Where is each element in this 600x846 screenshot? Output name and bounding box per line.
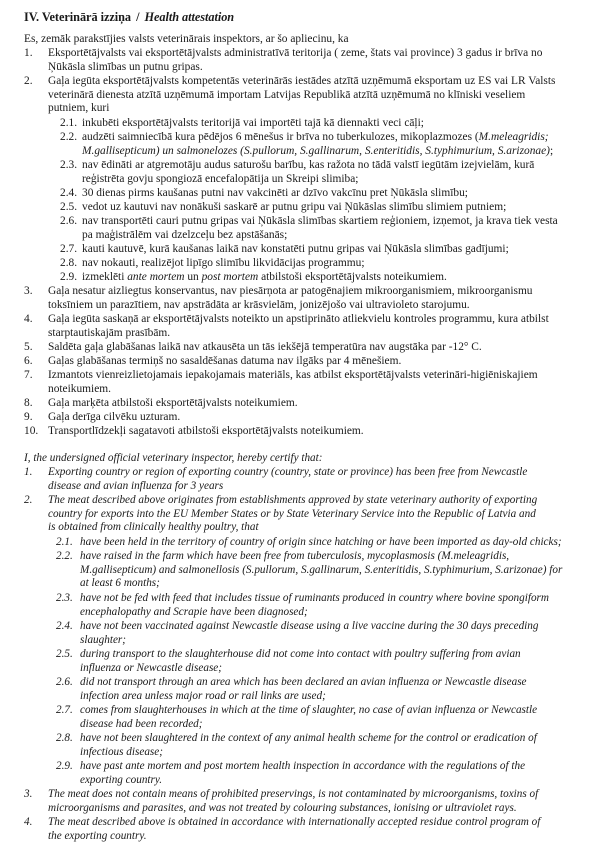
item-number: 10.: [24, 425, 39, 437]
item-number: 6.: [24, 355, 33, 367]
item-line: Ņūkāsla slimības un putnu gripas.: [48, 60, 203, 73]
title-section-number: IV.: [24, 10, 40, 24]
list-item: [24, 397, 580, 411]
title-separator: /: [136, 10, 140, 24]
item-line: at least 6 months;: [80, 577, 160, 590]
list-item: [24, 369, 580, 396]
list-item: [56, 536, 580, 550]
item-number: 2.4.: [60, 187, 78, 199]
list-item: [56, 732, 580, 759]
item-number: 2.2.: [60, 131, 78, 143]
item-line: veterinārā dienesta atzītā uzņēmumā importam Latvijas Republikā atzītā uzņēmumā no klīniski veseliem: [48, 88, 526, 101]
list-item: [56, 676, 580, 703]
list-item: [24, 411, 580, 425]
item-line: reģistrēta govju spongiozā encefalopātija un Skreipi slimiba;: [82, 172, 359, 185]
item-line: The meat does not contain means of prohibited preservings, is not contaminated by microorganisms, toxins of: [48, 788, 539, 800]
item-number: 1.: [24, 47, 33, 59]
item-number: 7.: [24, 369, 33, 381]
item-number: 2.: [24, 75, 33, 87]
item-line: Eksportētājvalsts vai eksportētājvalsts administratīvā teritorija ( zeme, štats vai province) 3 gadus ir brīva no: [48, 47, 543, 59]
item-number: 2.2.: [56, 550, 73, 562]
list-item: [56, 550, 580, 591]
item-line: Gaļas glabāšanas termiņš no sasaldēšanas datuma nav ilgāks par 4 mēnešiem.: [48, 355, 402, 367]
item-line: Gaļa nesatur aizliegtus konservantus, nav piesārņota ar patogēnajiem mikroorganismiem, mikroorganismu: [48, 285, 533, 297]
item-text-plain: audzēti saimniecībā kura pēdējos 6 mēnešus ir brīva no tuberkulozes, mikoplazmozes (: [82, 131, 479, 143]
item-line: country for exports into the EU Member States or by State Veterinary Service into the Republic of Latvia and: [48, 507, 536, 520]
item-line: encephalopathy and Scrapie have been diagnosed;: [80, 605, 308, 618]
item-number: 2.5.: [56, 648, 73, 660]
item-line: toksīniem un parazītiem, nav apstrādāta ar krāsvielām, jonizējošo vai ultravioleto starojumu.: [48, 298, 470, 311]
item-line: M.gallisepticum) and salmonellosis (S.pullorum, S.gallinarum, S.enteritidis, S.typhimurium, S.arizonae) for: [80, 563, 563, 576]
list-item: [60, 187, 580, 201]
item-line: Izmantots vienreizlietojamais iepakojamais materiāls, kas atbilst eksportētājvalsts veterināri-higiēniskajiem: [48, 369, 538, 381]
list-item: [60, 271, 580, 285]
item-line: putniem, kuri: [48, 102, 110, 115]
item-line: have past ante mortem and post mortem health inspection in accordance with the regulations of the: [80, 760, 526, 772]
item-number: 2.3.: [56, 592, 73, 604]
english-lead-text: I, the undersigned official veterinary inspector, hereby certify that:: [24, 452, 323, 464]
item-number: 4.: [24, 816, 33, 828]
item-line: comes from slaughterhouses in which at the time of slaughter, no case of avian influenza or Newcastle: [80, 704, 538, 716]
item-number: 2.3.: [60, 159, 78, 171]
item-number: 2.7.: [60, 243, 78, 255]
item-line: influenza or Newcastle disease;: [80, 661, 223, 674]
item-line: vedot uz kautuvi nav nonākuši saskarē ar putnu gripu vai Ņūkāslas slimību slimiem putniem;: [82, 201, 507, 213]
list-item: [56, 704, 580, 731]
item-line: have not be fed with feed that includes tissue of ruminants produced in country where bovine spongiform: [80, 592, 549, 604]
item-line: did not transport through an area which has been declared an avian influenza or Newcastle disease: [80, 676, 527, 688]
list-item: [60, 131, 580, 158]
item-line: pa maģistrālēm vai dzelzceļu bez apstāšanās;: [82, 228, 288, 241]
item-line: kauti kautuvē, kurā kaušanas laikā nav konstatēti putnu gripas vai Ņūkāsla slimības gadījumi;: [82, 243, 509, 255]
list-item: [24, 788, 580, 815]
list-item: [24, 285, 580, 312]
item-number: 5.: [24, 341, 33, 353]
page-title: [24, 10, 234, 25]
item-text-italic: ante mortem: [127, 271, 185, 283]
item-line: disease had been recorded;: [80, 717, 203, 730]
latvian-lead-text: Es, zemāk parakstījies valsts veterinārais inspektors, ar šo apliecinu, ka: [24, 33, 349, 45]
item-number: 2.6.: [60, 215, 78, 227]
item-number: 2.4.: [56, 620, 73, 632]
item-line: 30 dienas pirms kaušanas putni nav vakcinēti ar dzīvo vakcīnu pret Ņūkāsla slimību;: [82, 187, 468, 199]
item-number: 2.: [24, 494, 33, 506]
item-number: 2.8.: [60, 257, 78, 269]
list-item: [60, 117, 580, 131]
item-line: have not been vaccinated against Newcastle disease using a live vaccine during the 30 days preceding: [80, 620, 539, 632]
item-line: slaughter;: [80, 633, 126, 646]
item-line: inkubēti eksportētājvalsts teritorijā vai importēti tajā kā diennakti veci cāļi;: [82, 117, 424, 129]
item-number: 2.9.: [60, 271, 78, 283]
item-text-plain: ;: [549, 144, 554, 157]
item-number: 2.7.: [56, 704, 73, 716]
title-latvian: Veterinārā izziņa: [41, 10, 132, 24]
title-english: Health attestation: [144, 10, 235, 24]
item-line: Gaļa iegūta eksportētājvalsts kompetentās veterinārās iestādes atzītā uzņēmumā eksportam uz ES vai LR Valsts: [48, 75, 556, 87]
item-number: 9.: [24, 411, 33, 423]
item-line: microorganisms and parasites, and was not treated by colouring substances, ionising or ultraviolet rays.: [48, 801, 517, 814]
list-item: [24, 47, 580, 74]
item-line: Gaļa iegūta saskaņā ar eksportētājvalsts noteikto un apstiprināto atliekvielu kontroles programmu, kura atbilst: [48, 313, 549, 325]
item-line: Transportlīdzekļi sagatavoti atbilstoši eksportētājvalsts noteikumiem.: [48, 425, 364, 437]
item-line: The meat described above originates from establishments approved by state veterinary authority of exporting: [48, 494, 538, 506]
item-line: have not been slaughtered in the context of any animal health scheme for the control or eradication of: [80, 732, 537, 744]
item-line: have raised in the farm which have been free from tuberculosis, mycoplasmosis (M.meleagridis,: [80, 550, 510, 562]
item-line: [82, 145, 580, 159]
list-item: [56, 648, 580, 675]
item-line: Exporting country or region of exporting country (country, state or province) has been free from Newcastle: [48, 466, 528, 478]
list-item: [56, 592, 580, 619]
item-number: 8.: [24, 397, 33, 409]
list-item: [56, 760, 580, 787]
item-line: during transport to the slaughterhouse did not come into contact with poultry suffering from avian: [80, 648, 521, 660]
item-number: 2.6.: [56, 676, 73, 688]
item-text-italic: post mortem: [201, 271, 259, 283]
item-text-italic: M.gallisepticum) un salmonelozes (S.pullorum, S.gallinarum, S.enteritidis, S.typhimurium, S.arizonae): [82, 144, 550, 157]
item-line: disease and avian influenza for 3 years: [48, 479, 224, 492]
item-line: noteikumiem.: [48, 382, 111, 395]
item-text-plain: izmeklēti: [82, 271, 128, 283]
item-line: The meat described above is obtained in accordance with internationally accepted residue control program of: [48, 816, 541, 828]
item-line: Gaļa derīga cilvēku uzturam.: [48, 411, 181, 423]
list-item: [60, 257, 580, 271]
item-line: exporting country.: [80, 773, 163, 786]
item-line: is obtained from clinically healthy poultry, that: [48, 521, 259, 534]
item-text-italic: M.meleagridis;: [478, 131, 549, 143]
list-item: [24, 816, 580, 843]
item-number: 2.5.: [60, 201, 78, 213]
item-line: nav ēdināti ar atgremotāju audus saturošu barību, kas ražota no tādā valstī iegūtām izejvielām, kurā: [82, 159, 535, 171]
list-item: [56, 620, 580, 647]
item-line: Gaļa marķēta atbilstoši eksportētājvalsts noteikumiem.: [48, 397, 298, 409]
item-number: 3.: [24, 788, 33, 800]
item-line: Saldēta gaļa glabāšanas laikā nav atkausēta un tās iekšējā temperatūra nav augstāka par -12° C.: [48, 341, 482, 353]
item-text-plain: atbilstoši eksportētājvalsts noteikumiem.: [258, 271, 447, 283]
item-text-plain: un: [184, 271, 202, 283]
list-item: [24, 341, 580, 355]
item-line: [82, 271, 580, 285]
item-line: infection area unless major road or rail links are used;: [80, 689, 326, 702]
list-item: [24, 466, 580, 493]
list-item: [60, 215, 580, 242]
item-line: nav nokauti, realizējot lipīgo slimību likvidācijas programmu;: [82, 257, 365, 269]
item-number: 2.8.: [56, 732, 73, 744]
list-item: [24, 355, 580, 369]
item-line: nav transportēti cauri putnu gripas vai Ņūkāsla slimības skartiem reģioniem, izņemot, ja krava tiek vesta: [82, 215, 558, 227]
list-item: [60, 243, 580, 257]
item-number: 3.: [24, 285, 33, 297]
list-item: [60, 159, 580, 186]
item-number: 2.1.: [56, 536, 73, 548]
list-item: [24, 494, 580, 535]
item-line: the exporting country.: [48, 829, 147, 842]
item-number: 2.1.: [60, 117, 78, 129]
item-line: [82, 131, 580, 145]
item-number: 4.: [24, 313, 33, 325]
item-number: 1.: [24, 466, 33, 478]
list-item: [60, 201, 580, 215]
list-item: [24, 75, 580, 116]
list-item: [24, 425, 580, 439]
item-line: have been held in the territory of country of origin since hatching or have been imported as day-old chicks;: [80, 536, 562, 548]
item-line: starptautiskajām prasībām.: [48, 326, 171, 339]
list-item: [24, 313, 580, 340]
item-line: infectious disease;: [80, 745, 163, 758]
item-number: 2.9.: [56, 760, 73, 772]
